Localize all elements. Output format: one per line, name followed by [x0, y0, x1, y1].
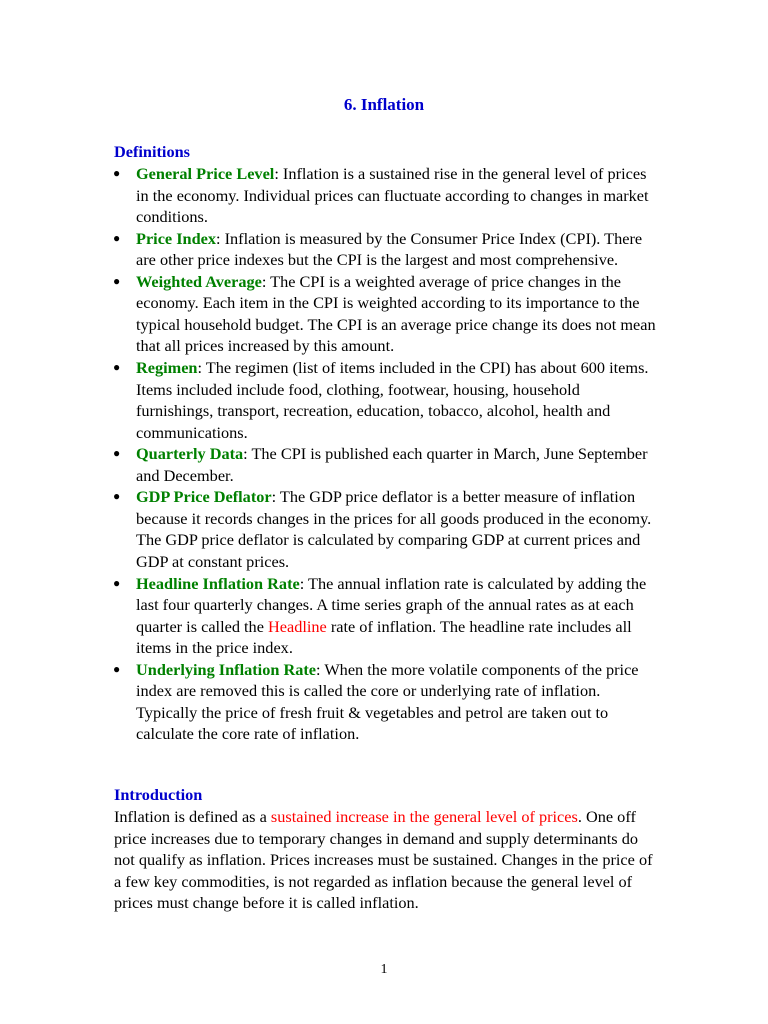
definition-term: Quarterly Data	[136, 444, 244, 464]
definition-term: GDP Price Deflator	[136, 487, 272, 507]
definition-term: Price Index	[136, 228, 217, 248]
definition-item-regimen	[0, 357, 656, 443]
definition-text: rate of inflation. The headline rate includes all items in the price index.	[136, 616, 632, 658]
page-number: 1	[380, 962, 388, 977]
definition-item-underlying-inflation-rate	[0, 659, 656, 745]
definition-text: : The CPI is published each quarter in March, June September and December.	[136, 444, 648, 485]
definitions-heading: Definitions	[114, 142, 190, 161]
definition-item-general-price-level	[0, 163, 656, 228]
bullet-icon: ●	[113, 661, 121, 676]
definition-text: : The GDP price deflator is a better measure of inflation because it records changes in the prices for all goods produced in the economy. The GDP price deflator is calculated by comparing GDP at current prices and GDP at constant prices.	[136, 487, 652, 571]
definition-item-quarterly-data	[0, 443, 656, 486]
bullet-icon: ●	[113, 273, 121, 288]
introduction-paragraph	[114, 806, 659, 914]
definitions-list	[0, 163, 768, 745]
definition-text: : Inflation is a sustained rise in the general level of prices in the economy. Individual prices can fluctuate according to changes in market conditions.	[136, 164, 649, 226]
definition-term: Regimen	[136, 358, 198, 378]
bullet-icon: ●	[113, 166, 121, 180]
definition-text: : When the more volatile components of the price index are removed this is called the core or underlying rate of inflation. Typically the price of fresh fruit & vegetables and petrol are taken out to calculate the core rate of inflation.	[136, 659, 639, 744]
definition-text: : Inflation is measured by the Consumer Price Index (CPI). There are other price indexes but the CPI is the largest and most comprehensive.	[136, 228, 643, 270]
definition-item-price-index	[0, 228, 656, 271]
page-title: 6. Inflation	[343, 95, 425, 114]
definition-item-headline-inflation-rate	[0, 573, 656, 659]
bullet-icon: ●	[113, 360, 121, 375]
bullet-icon: ●	[113, 575, 121, 590]
definition-term: Weighted Average	[136, 271, 262, 291]
definition-item-weighted-average	[0, 271, 656, 357]
definition-text: : The CPI is a weighted average of price changes in the economy. Each item in the CPI is weighted according to its importance to the typical household budget. The CPI is an average price change its does not mean that all prices increased by this amount.	[136, 271, 656, 356]
bullet-icon: ●	[113, 446, 121, 461]
definition-term: Underlying Inflation Rate	[136, 659, 317, 679]
definition-term: Headline Inflation Rate	[136, 573, 300, 593]
bullet-icon: ●	[113, 230, 121, 245]
introduction-text: . One off price increases due to temporary changes in demand and supply determinants do not qualify as inflation. Prices increases must be sustained. Changes in the price of a few key commodities, is not regarded as inflation because the general level of prices must change before it is called inflation.	[114, 807, 653, 912]
definition-text: : The regimen (list of items included in the CPI) has about 600 items. Items included include food, clothing, footwear, housing, household furnishings, transport, recreation, education, tobacco, alcohol, health and communications.	[136, 358, 649, 442]
definition-term: General Price Level	[136, 164, 275, 183]
bullet-icon: ●	[113, 489, 121, 504]
introduction-text: Inflation is defined as a	[114, 807, 271, 826]
introduction-highlight: sustained increase in the general level of prices	[270, 807, 578, 826]
definition-item-gdp-price-deflator	[0, 486, 656, 572]
headline-highlight: Headline	[268, 616, 327, 636]
introduction-heading: Introduction	[114, 785, 203, 804]
definition-text: : The annual inflation rate is calculated by adding the last four quarterly changes. A time series graph of the annual rates as at each quarter is called the	[136, 573, 647, 636]
